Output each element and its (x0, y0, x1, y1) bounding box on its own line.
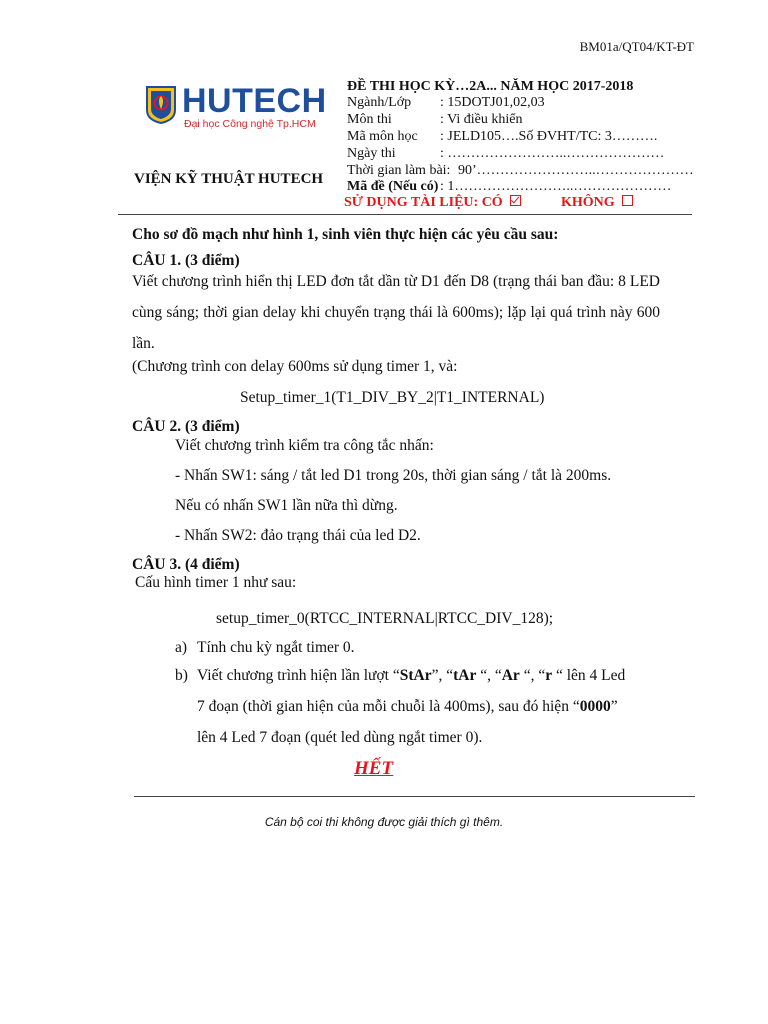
question-3b-string-2: tAr (453, 667, 477, 684)
question-3b-string-1: StAr (399, 667, 432, 684)
question-3b-line-2 (197, 698, 618, 716)
question-3b-line-3: lên 4 Led 7 đoạn (quét led dùng ngắt timer 0). (197, 729, 483, 746)
question-3b-text-part: ”, “ (431, 667, 454, 684)
header-value-duration: 90’……………………..………………… (458, 163, 694, 178)
end-mark: HẾT (354, 758, 394, 779)
question-3b-string-4: r (545, 667, 553, 684)
question-3-title: CÂU 3. (4 điểm) (132, 556, 240, 573)
question-3b-text-part: “, “ (476, 667, 502, 684)
header-label-exam-code: Mã đề (Nếu có) (347, 179, 439, 194)
footer-divider (134, 796, 695, 797)
question-1-text: Viết chương trình hiển thị LED đơn tắt dần từ D1 đến D8 (trạng thái ban đầu: 8 LED cùng sáng; thời gian delay khi chuyển trạng thái là 600ms); lặp lại quá trình này 600 lần. (132, 273, 660, 352)
document-code: BM01a/QT04/KT-ĐT (579, 39, 694, 54)
materials-no-checkbox[interactable] (622, 195, 633, 206)
question-3b-text-part: 7 đoạn (thời gian hiện của mỗi chuỗi là 400ms), sau đó hiện “ (197, 698, 580, 715)
header-label-course-code: Mã môn học (347, 129, 418, 144)
exam-intro: Cho sơ đồ mạch như hình 1, sinh viên thực hiện các yêu cầu sau: (132, 226, 559, 243)
materials-yes-checkbox[interactable] (510, 195, 521, 206)
header-value-course-code: : JELD105….Số ĐVHT/TC: 3………. (440, 129, 658, 144)
question-3b-label: b) (175, 667, 188, 684)
header-label-class: Ngành/Lớp (347, 95, 412, 110)
header-label-exam-date: Ngày thi (347, 146, 396, 161)
question-2-line-2: - Nhấn SW1: sáng / tắt led D1 trong 20s, thời gian sáng / tắt là 200ms. (175, 467, 612, 484)
institute-name: VIỆN KỸ THUẬT HUTECH (134, 171, 324, 187)
header-value-subject: : Vi điều khiển (440, 112, 523, 127)
hutech-logo (146, 84, 326, 136)
header-value-exam-code: : 1……………………..………………… (440, 179, 672, 194)
question-1-title: CÂU 1. (3 điểm) (132, 252, 240, 269)
materials-label: SỬ DỤNG TÀI LIỆU: CÓ (344, 195, 503, 210)
question-3b-line-1 (197, 667, 625, 685)
materials-allowed-row (344, 195, 521, 211)
question-3b-text-part: “ lên 4 Led (552, 667, 626, 684)
logo-tagline: Đại học Công nghệ Tp.HCM (184, 118, 316, 130)
question-3b-string-0000: 0000 (579, 698, 611, 715)
question-3b-text-part: ” (610, 698, 618, 715)
materials-no-label: KHÔNG (561, 195, 615, 210)
question-3b-text-part: “, “ (519, 667, 546, 684)
question-1-note: (Chương trình con delay 600ms sử dụng timer 1, và: (132, 358, 458, 375)
question-3-intro: Cấu hình timer 1 như sau: (135, 574, 297, 591)
question-3b-text-part: Viết chương trình hiện lần lượt “ (197, 667, 400, 684)
question-3a-text: Tính chu kỳ ngắt timer 0. (197, 639, 355, 656)
question-2-line-4: - Nhấn SW2: đảo trạng thái của led D2. (175, 527, 421, 544)
question-3a-label: a) (175, 639, 188, 656)
university-shield-icon (146, 86, 176, 124)
header-divider (118, 214, 692, 215)
header-value-exam-date: : ……………………..………………… (440, 146, 665, 161)
question-1-code: Setup_timer_1(T1_DIV_BY_2|T1_INTERNAL) (240, 389, 545, 406)
question-3-code: setup_timer_0(RTCC_INTERNAL|RTCC_DIV_128); (216, 610, 554, 627)
footer-note: Cán bộ coi thi không được giải thích gì thêm. (264, 815, 504, 829)
logo-brand: HUTECH (182, 82, 327, 120)
question-2-line-1: Viết chương trình kiểm tra công tắc nhấn: (175, 437, 434, 454)
question-2-line-3: Nếu có nhấn SW1 lần nữa thì dừng. (175, 497, 398, 514)
header-label-duration: Thời gian làm bài: (347, 163, 451, 178)
question-3b-string-3: Ar (501, 667, 520, 684)
materials-no-row (561, 195, 633, 211)
exam-title: ĐỀ THI HỌC KỲ…2A... NĂM HỌC 2017-2018 (347, 79, 634, 94)
header-label-subject: Môn thi (347, 112, 392, 127)
header-value-class: : 15DOTJ01,02,03 (440, 95, 545, 110)
question-2-title: CÂU 2. (3 điểm) (132, 418, 240, 435)
